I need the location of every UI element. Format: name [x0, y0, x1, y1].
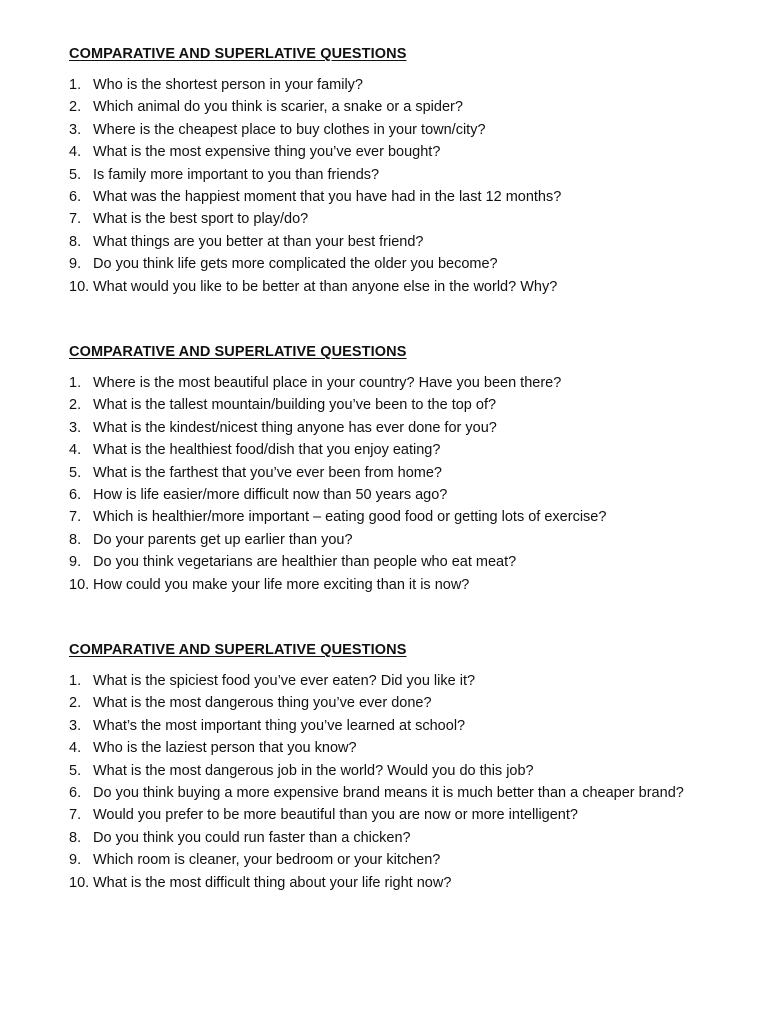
question-number: 3.	[69, 419, 82, 436]
question-number: 5.	[69, 166, 82, 183]
question-list	[69, 670, 749, 894]
question-number: 4.	[69, 144, 82, 161]
question-text: Which room is cleaner, your bedroom or your kitchen?	[93, 852, 441, 869]
question-item	[69, 849, 749, 871]
question-item	[69, 462, 749, 484]
question-item	[69, 186, 749, 208]
question-section-1	[69, 44, 749, 298]
question-text: Who is the shortest person in your family?	[93, 77, 363, 93]
question-item	[69, 96, 749, 118]
question-text: What is the most difficult thing about your life right now?	[93, 874, 452, 891]
question-number: 6.	[69, 785, 82, 802]
question-number: 1.	[69, 673, 82, 689]
question-item	[69, 737, 749, 759]
question-number: 1.	[69, 77, 82, 93]
question-number: 5.	[69, 762, 82, 779]
question-item	[69, 119, 749, 141]
question-number: 4.	[69, 442, 82, 459]
question-number: 3.	[69, 717, 82, 734]
question-number: 6.	[69, 189, 82, 206]
question-item	[69, 141, 749, 163]
question-number: 3.	[69, 121, 82, 138]
question-text: What is the kindest/nicest thing anyone has ever done for you?	[93, 419, 497, 436]
question-number: 6.	[69, 487, 82, 504]
question-text: How could you make your life more exciting than it is now?	[93, 576, 470, 593]
section-heading: COMPARATIVE AND SUPERLATIVE QUESTIONS	[69, 46, 407, 62]
question-item	[69, 231, 749, 253]
question-number: 9.	[69, 852, 82, 869]
question-list	[69, 74, 749, 298]
question-item	[69, 74, 749, 96]
question-number: 10.	[69, 874, 90, 891]
question-text: What was the happiest moment that you have had in the last 12 months?	[93, 189, 562, 206]
question-text: What’s the most important thing you’ve learned at school?	[93, 717, 466, 734]
question-section-2	[69, 342, 749, 596]
question-text: What is the spiciest food you’ve ever eaten? Did you like it?	[93, 673, 476, 689]
question-item	[69, 276, 749, 298]
question-item	[69, 782, 749, 804]
question-item	[69, 670, 749, 692]
question-text: What things are you better at than your best friend?	[93, 233, 424, 250]
question-text: How is life easier/more difficult now than 50 years ago?	[93, 487, 448, 504]
question-number: 9.	[69, 256, 82, 273]
question-text: What is the best sport to play/do?	[93, 211, 309, 228]
question-text: Do you think vegetarians are healthier than people who eat meat?	[93, 554, 517, 571]
question-text: Which is healthier/more important – eating good food or getting lots of exercise?	[93, 509, 607, 526]
question-number: 8.	[69, 829, 82, 846]
question-number: 4.	[69, 740, 82, 757]
question-item	[69, 692, 749, 714]
question-text: What is the most dangerous thing you’ve ever done?	[93, 695, 432, 712]
question-text: Do you think life gets more complicated the older you become?	[93, 256, 498, 273]
question-number: 1.	[69, 375, 82, 391]
question-text: What is the most dangerous job in the world? Would you do this job?	[93, 762, 534, 779]
question-item	[69, 394, 749, 416]
question-item	[69, 208, 749, 230]
question-text: What would you like to be better at than anyone else in the world? Why?	[93, 278, 558, 295]
question-item	[69, 372, 749, 394]
question-number: 8.	[69, 531, 82, 548]
question-text: Would you prefer to be more beautiful than you are now or more intelligent?	[93, 807, 578, 824]
question-number: 2.	[69, 397, 82, 414]
question-text: Who is the laziest person that you know?	[93, 740, 357, 757]
question-item	[69, 484, 749, 506]
question-number: 10.	[69, 576, 90, 593]
question-text: What is the healthiest food/dish that you enjoy eating?	[93, 442, 441, 459]
question-number: 2.	[69, 695, 82, 712]
question-number: 10.	[69, 278, 90, 295]
question-number: 9.	[69, 554, 82, 571]
question-text: Do your parents get up earlier than you?	[93, 531, 353, 548]
question-text: Do you think buying a more expensive brand means it is much better than a cheaper brand?	[93, 785, 684, 802]
question-item	[69, 506, 749, 528]
question-item	[69, 574, 749, 596]
question-number: 7.	[69, 807, 82, 824]
question-list	[69, 372, 749, 596]
question-item	[69, 872, 749, 894]
question-item	[69, 164, 749, 186]
question-item	[69, 253, 749, 275]
question-item	[69, 439, 749, 461]
question-text: What is the tallest mountain/building you’ve been to the top of?	[93, 397, 497, 414]
question-item	[69, 417, 749, 439]
question-number: 7.	[69, 211, 82, 228]
question-item	[69, 551, 749, 573]
question-text: What is the farthest that you’ve ever been from home?	[93, 464, 442, 481]
question-number: 7.	[69, 509, 82, 526]
question-number: 2.	[69, 99, 82, 116]
question-item	[69, 760, 749, 782]
question-item	[69, 827, 749, 849]
question-text: Which animal do you think is scarier, a snake or a spider?	[93, 99, 463, 116]
question-number: 5.	[69, 464, 82, 481]
question-item	[69, 529, 749, 551]
question-number: 8.	[69, 233, 82, 250]
section-heading: COMPARATIVE AND SUPERLATIVE QUESTIONS	[69, 642, 407, 658]
question-text: Where is the cheapest place to buy clothes in your town/city?	[93, 121, 486, 138]
question-section-3	[69, 640, 749, 894]
question-text: What is the most expensive thing you’ve ever bought?	[93, 144, 441, 161]
question-text: Is family more important to you than friends?	[93, 166, 380, 183]
question-text: Do you think you could run faster than a chicken?	[93, 829, 411, 846]
section-heading: COMPARATIVE AND SUPERLATIVE QUESTIONS	[69, 344, 407, 360]
question-item	[69, 715, 749, 737]
question-text: Where is the most beautiful place in your country? Have you been there?	[93, 375, 562, 391]
question-item	[69, 804, 749, 826]
